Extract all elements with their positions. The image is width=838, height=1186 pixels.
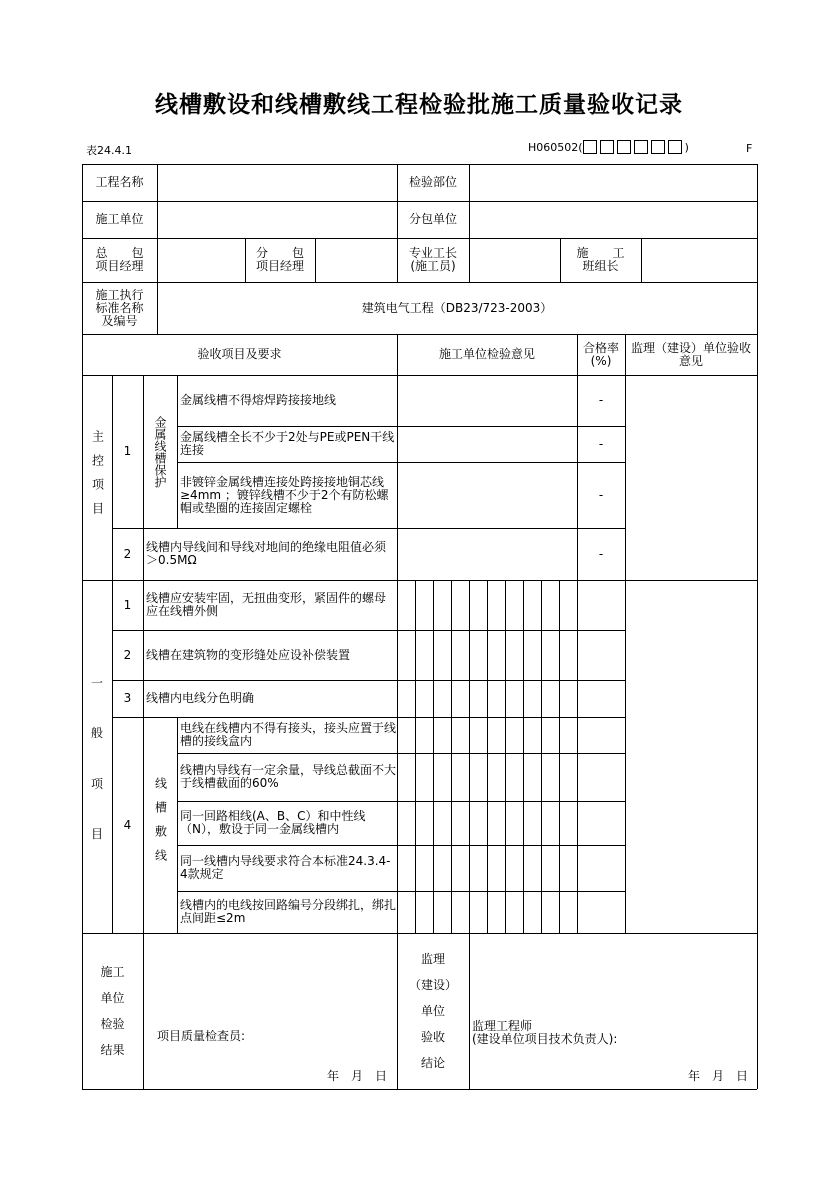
standard-label-line3: 及编号 xyxy=(101,313,138,328)
sub-col-divider xyxy=(541,580,542,933)
team-leader-label-line2: 班组长 xyxy=(582,259,619,273)
supervisor-conclusion-label-line: （建设） xyxy=(408,978,457,992)
code-prefix: H060502( xyxy=(528,140,583,154)
sub-col-divider xyxy=(451,580,452,933)
code-letter: F xyxy=(746,142,753,155)
inspection-part-field[interactable] xyxy=(470,165,757,201)
general-pm-field[interactable] xyxy=(158,239,245,282)
standard-label-line2: 标准名称 xyxy=(95,300,144,315)
main-group1-label xyxy=(143,375,177,528)
team-leader-label-line1: 施 工 xyxy=(576,246,625,260)
general-label-char: 目 xyxy=(90,826,103,841)
subcontract-unit-field[interactable] xyxy=(470,202,757,238)
pass-rate-header-line1: 合格率 xyxy=(582,340,619,355)
standard-value: 建筑电气工程（DB23/723-2003） xyxy=(361,300,553,315)
code-box[interactable] xyxy=(668,140,682,154)
table-border xyxy=(82,1089,757,1090)
foreman-field[interactable] xyxy=(470,239,560,282)
sub-pm-label-line1: 分 包 xyxy=(255,246,304,260)
contractor-result-label xyxy=(82,933,143,1089)
main-item-rate: - xyxy=(598,436,604,451)
main-control-label xyxy=(82,375,112,580)
pass-rate-header xyxy=(577,334,625,375)
contractor-date: 年 月 日 xyxy=(327,1069,388,1083)
main-control-label-text: 主控项目 xyxy=(90,429,105,526)
sub-col-divider xyxy=(559,580,560,933)
main-group1-number: 1 xyxy=(123,444,132,458)
main-item-rate: - xyxy=(598,487,604,502)
code-suffix: ) xyxy=(684,140,689,154)
general-label xyxy=(82,580,112,933)
main-item-rate: - xyxy=(598,393,604,407)
general-supervisor-opinion-field[interactable] xyxy=(626,581,757,933)
contractor-result-field[interactable] xyxy=(144,934,397,1089)
main-contractor-opinion-field[interactable] xyxy=(398,376,577,580)
project-name-label: 工程名称 xyxy=(95,175,144,189)
contractor-opinion-header: 施工单位检验意见 xyxy=(438,347,535,361)
main-item-text: 非镀锌金属线槽连接处跨接接地铜芯线≥4mm ；镀锌线槽不少于2个有防松螺帽或垫圈的连接固定螺栓 xyxy=(180,474,389,515)
code-box[interactable] xyxy=(600,140,614,154)
contractor-result-label-line: 单位 xyxy=(100,991,125,1005)
sub-col-divider xyxy=(505,580,506,933)
main-item2-rate: - xyxy=(598,546,604,561)
code-box[interactable] xyxy=(634,140,648,154)
inspector-label: 项目质量检查员: xyxy=(157,1029,246,1043)
code-box[interactable] xyxy=(617,140,631,154)
general-group4-label-text: 线槽敷线 xyxy=(153,777,168,873)
team-leader-field[interactable] xyxy=(642,239,757,282)
main-supervisor-opinion-field[interactable] xyxy=(626,376,757,580)
general-item-text: 线槽在建筑物的变形缝处应设补偿装置 xyxy=(146,647,351,662)
general-group4-item: 线槽内导线有一定余量，导线总截面不大于线槽截面的60% xyxy=(180,763,397,790)
sub-col-divider xyxy=(433,580,434,933)
general-item-number: 3 xyxy=(123,691,132,705)
engineer-label-line1: 监理工程师 xyxy=(472,1019,533,1033)
sub-pm-field[interactable] xyxy=(316,239,397,282)
supervisor-conclusion-label-line: 验收 xyxy=(420,1030,445,1044)
main-item2-text: 线槽内导线间和导线对地间的绝缘电阻值必须＞0.5MΩ xyxy=(146,540,387,567)
engineer-label-line2: (建设单位项目技术负责人): xyxy=(472,1032,618,1046)
engineer-label xyxy=(472,1020,617,1046)
subcontract-unit-label: 分包单位 xyxy=(408,212,457,226)
main-item-text: 金属线槽不得熔焊跨接接地线 xyxy=(180,393,337,407)
general-group4-item: 电线在线槽内不得有接头，接头应置于线槽的接线盒内 xyxy=(180,721,397,748)
sub-col-divider xyxy=(415,580,416,933)
items-column-header: 验收项目及要求 xyxy=(197,347,282,361)
main-item-text: 金属线槽全长不少于2处与PE或PEN干线连接 xyxy=(180,430,395,457)
form-number: 表24.4.1 xyxy=(86,144,132,157)
form-code xyxy=(528,140,689,154)
general-group4-item: 同一回路相线(A、B、C）和中性线（N），敷设于同一金属线槽内 xyxy=(180,809,366,836)
general-group4-label xyxy=(143,717,177,933)
general-pm-label-line2: 项目经理 xyxy=(95,259,144,273)
foreman-label-line2: (施工员) xyxy=(410,259,456,273)
foreman-label xyxy=(397,238,469,282)
construction-unit-label: 施工单位 xyxy=(95,212,144,226)
sub-pm-label xyxy=(245,238,315,282)
general-pm-label xyxy=(82,238,157,282)
general-group4-item: 同一线槽内导线要求符合本标准24.3.4-4款规定 xyxy=(180,854,391,881)
sub-pm-label-line2: 项目经理 xyxy=(255,259,304,273)
general-item-text: 线槽内电线分色明确 xyxy=(146,691,255,705)
code-box[interactable] xyxy=(651,140,665,154)
foreman-label-line1: 专业工长 xyxy=(408,246,457,260)
general-label-char: 项 xyxy=(90,776,103,791)
sub-col-divider xyxy=(523,580,524,933)
page-title: 线槽敷设和线槽敷线工程检验批施工质量验收记录 xyxy=(155,92,683,118)
supervisor-conclusion-label-line: 结论 xyxy=(420,1056,445,1070)
supervisor-date: 年 月 日 xyxy=(688,1069,749,1083)
code-box[interactable] xyxy=(583,140,597,154)
standard-label-line1: 施工执行 xyxy=(95,287,144,302)
pass-rate-header-line2: (%) xyxy=(590,353,612,368)
general-pm-label-line1: 总 包 xyxy=(95,246,144,260)
general-item-text: 线槽应安装牢固，无扭曲变形，紧固件的螺母应在线槽外侧 xyxy=(146,591,387,618)
supervisor-opinion-header: 监理（建设）单位验收意见 xyxy=(631,340,752,368)
supervisor-conclusion-label-line: 单位 xyxy=(420,1004,445,1018)
inspection-part-label: 检验部位 xyxy=(408,175,457,189)
general-item-number: 1 xyxy=(123,597,132,612)
contractor-result-label-line: 检验 xyxy=(100,1017,125,1031)
general-label-char: 般 xyxy=(90,726,103,741)
general-group4-item: 线槽内的电线按回路编号分段绑扎，绑扎点间距≤2m xyxy=(180,898,397,925)
standard-label xyxy=(82,282,157,334)
team-leader-label xyxy=(560,238,641,282)
supervisor-conclusion-label xyxy=(397,933,469,1089)
supervisor-conclusion-field[interactable] xyxy=(470,934,757,1089)
general-label-char: 一 xyxy=(90,676,103,691)
contractor-result-label-line: 施工 xyxy=(100,965,125,979)
project-name-field[interactable] xyxy=(158,165,397,201)
general-item-number: 2 xyxy=(123,647,132,662)
table-border xyxy=(757,164,758,1089)
contractor-result-label-line: 结果 xyxy=(100,1043,125,1057)
construction-unit-field[interactable] xyxy=(158,202,397,238)
main-group1-label-text: 金属线槽保护 xyxy=(153,415,167,488)
sub-col-divider xyxy=(487,580,488,933)
general-group4-number: 4 xyxy=(123,817,132,832)
main-item2-number: 2 xyxy=(123,546,132,561)
supervisor-conclusion-label-line: 监理 xyxy=(420,952,445,966)
